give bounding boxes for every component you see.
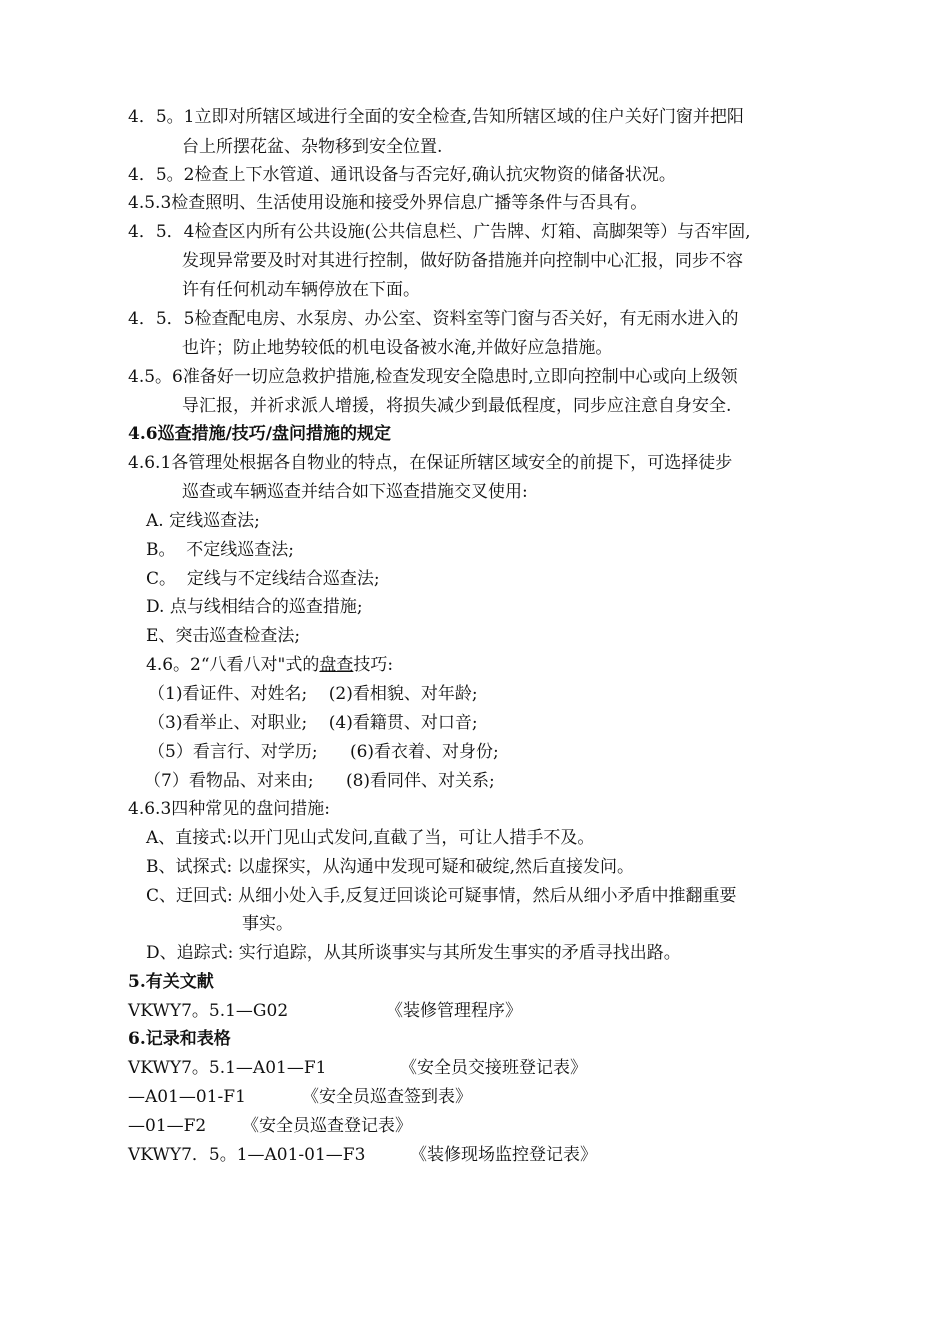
item-4-6-2-underlined: 盘查 bbox=[319, 655, 354, 675]
ask-probe: B、试探式: 以虚探实，从沟通中发现可疑和破绽,然后直接发问。 bbox=[146, 857, 635, 877]
method-c: C。 定线与不定线结合巡查法; bbox=[146, 569, 380, 589]
record-code-4: VKWY7．5。1—A01-01—F3 bbox=[128, 1145, 366, 1165]
method-e: E、突击巡查检查法; bbox=[146, 626, 301, 646]
section-4-6-heading: 4.6巡查措施/技巧/盘问措施的规定 bbox=[128, 424, 391, 444]
method-d: D. 点与线相结合的巡查措施; bbox=[146, 597, 363, 617]
method-b: B。 不定线巡查法; bbox=[146, 540, 295, 560]
tip-row-1: （1)看证件、对姓名; (2)看相貌、对年龄; bbox=[148, 684, 478, 704]
item-4-5-5-line2: 也许；防止地势较低的机电设备被水淹,并做好应急措施。 bbox=[182, 338, 613, 358]
item-4-5-1-line2: 台上所摆花盆、杂物移到安全位置. bbox=[182, 137, 443, 157]
item-4-5-6-line2: 导汇报，并祈求派人增援，将损失减少到最低程度，同步应注意自身安全. bbox=[182, 396, 732, 416]
item-4-6-1-line1: 4.6.1各管理处根据各自物业的特点，在保证所辖区域安全的前提下，可选择徒步 bbox=[128, 453, 733, 473]
item-4-5-5-line1: 4．5．5检查配电房、水泵房、办公室、资料室等门窗与否关好，有无雨水进入的 bbox=[128, 309, 739, 329]
item-4-5-3: 4.5.3检查照明、生活使用设施和接受外界信息广播等条件与否具有。 bbox=[128, 193, 648, 213]
item-4-6-2-post: 技巧: bbox=[353, 655, 394, 675]
record-code-3: —01—F2 bbox=[128, 1116, 207, 1136]
section-5-heading: 5.有关文献 bbox=[128, 972, 214, 992]
item-4-5-1-line1: 4．5。1立即对所辖区域进行全面的安全检查,告知所辖区域的住户关好门窗并把阳 bbox=[128, 107, 744, 127]
record-code-2: —A01—01-F1 bbox=[128, 1087, 246, 1107]
section-6-heading: 6.记录和表格 bbox=[128, 1029, 231, 1049]
record-title-4: 《装修现场监控登记表》 bbox=[410, 1145, 597, 1165]
item-4-6-3: 4.6.3四种常见的盘问措施: bbox=[128, 799, 330, 819]
tip-row-3: （5）看言行、对学历; (6)看衣着、对身份; bbox=[148, 742, 499, 762]
item-4-5-4-line3: 许有任何机动车辆停放在下面。 bbox=[182, 280, 420, 300]
ask-roundabout-line2: 事实。 bbox=[242, 914, 293, 934]
doc-title: 《装修管理程序》 bbox=[386, 1001, 522, 1021]
tip-row-4: （7）看物品、对来由; (8)看同伴、对关系; bbox=[144, 771, 495, 791]
item-4-5-6-line1: 4.5。6准备好一切应急救护措施,检查发现安全隐患时,立即向控制中心或向上级领 bbox=[128, 367, 738, 387]
item-4-6-2 bbox=[146, 654, 393, 676]
record-title-1: 《安全员交接班登记表》 bbox=[400, 1058, 587, 1078]
item-4-5-4-line2: 发现异常要及时对其进行控制，做好防备措施并向控制中心汇报，同步不容 bbox=[182, 251, 743, 271]
record-code-1: VKWY7。5.1—A01—F1 bbox=[128, 1058, 327, 1078]
record-title-3: 《安全员巡查登记表》 bbox=[242, 1116, 412, 1136]
tip-row-2: （3)看举止、对职业; (4)看籍贯、对口音; bbox=[148, 713, 478, 733]
ask-tracking: D、追踪式: 实行追踪，从其所谈事实与其所发生事实的矛盾寻找出路。 bbox=[146, 943, 681, 963]
item-4-5-2: 4．5。2检查上下水管道、通讯设备与否完好,确认抗灾物资的储备状况。 bbox=[128, 165, 676, 185]
ask-direct: A、直接式:以开门见山式发问,直截了当，可让人措手不及。 bbox=[146, 828, 595, 848]
method-a: A. 定线巡查法; bbox=[146, 511, 260, 531]
record-title-2: 《安全员巡查签到表》 bbox=[302, 1087, 472, 1107]
doc-code: VKWY7。5.1—G02 bbox=[128, 1001, 289, 1021]
item-4-6-1-line2: 巡查或车辆巡查并结合如下巡查措施交叉使用: bbox=[182, 482, 528, 502]
item-4-6-2-pre: 4.6。2“八看八对"式的 bbox=[146, 655, 320, 675]
ask-roundabout-line1: C、迂回式: 从细小处入手,反复迂回谈论可疑事情，然后从细小矛盾中推翻重要 bbox=[146, 886, 737, 906]
item-4-5-4-line1: 4．5．4检查区内所有公共设施(公共信息栏、广告牌、灯箱、高脚架等）与否牢固, bbox=[128, 222, 751, 242]
